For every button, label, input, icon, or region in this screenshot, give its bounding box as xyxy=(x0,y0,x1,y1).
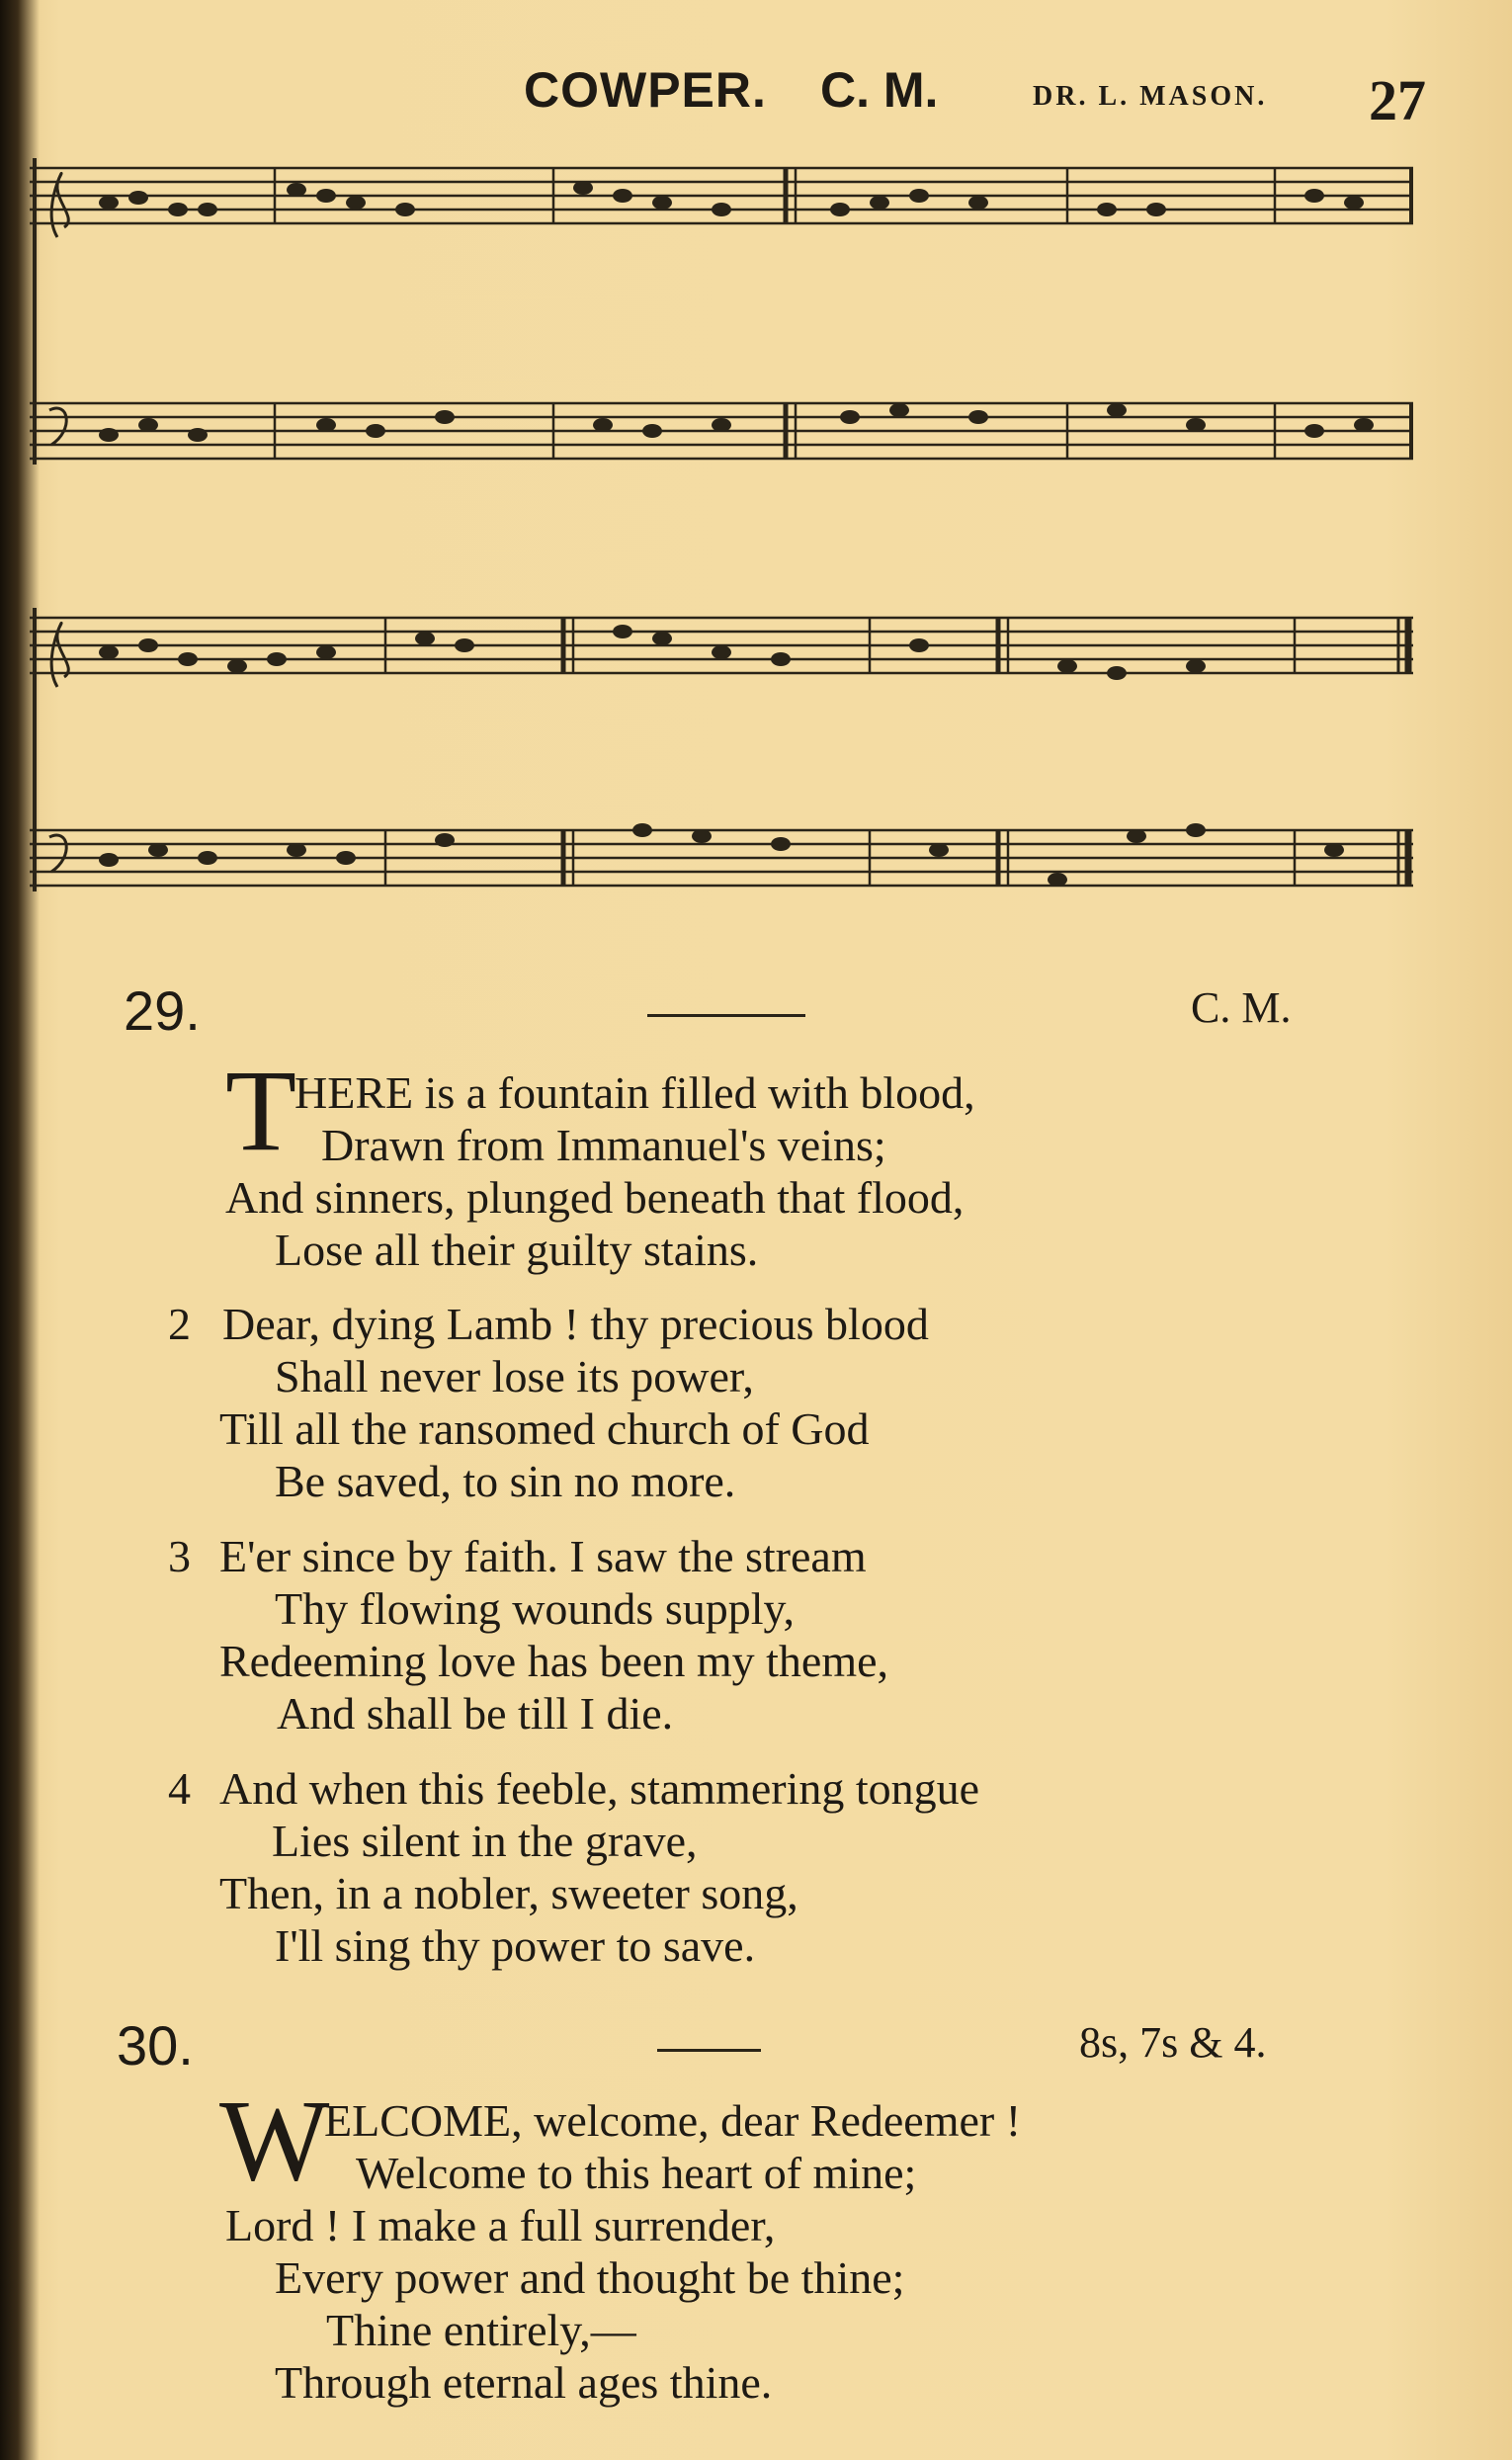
heading-rule xyxy=(647,1014,805,1017)
hymn-meter: C. M. xyxy=(1191,983,1292,1032)
hymn-29-heading xyxy=(0,978,1512,1048)
verse-line: Welcome to this heart of mine; xyxy=(356,2148,917,2198)
drop-cap: T xyxy=(225,1046,297,1175)
page-header xyxy=(0,61,1512,140)
verse-line: And when this feeble, stammering tongue xyxy=(219,1763,980,1814)
notes-system-2 xyxy=(99,625,1344,887)
hymn-number: 30. xyxy=(117,2014,194,2077)
verse-line: Shall never lose its power, xyxy=(275,1351,754,1401)
composer-name: DR. L. MASON. xyxy=(1033,81,1268,112)
tune-name: COWPER. xyxy=(524,62,767,118)
verse-line: E'er since by faith. I saw the stream xyxy=(219,1531,867,1581)
verse-line: Every power and thought be thine; xyxy=(275,2252,905,2303)
verse-line: Redeeming love has been my theme, xyxy=(219,1636,889,1686)
verse-line: I'll sing thy power to save. xyxy=(275,1920,756,1971)
verse-line: Till all the ransomed church of God xyxy=(219,1403,870,1454)
page-number: 27 xyxy=(1369,68,1426,132)
verse-line: Lord ! I make a full surrender, xyxy=(225,2200,776,2250)
hymn-number: 29. xyxy=(124,979,201,1042)
verse-line: And shall be till I die. xyxy=(277,1688,674,1739)
verse-line: Lose all their guilty stains. xyxy=(275,1225,759,1275)
verse-line: Then, in a nobler, sweeter song, xyxy=(219,1868,798,1918)
verse-line: Drawn from Immanuel's veins; xyxy=(321,1120,886,1170)
bass-staff-2 xyxy=(30,830,1413,886)
drop-cap: W xyxy=(219,2076,330,2205)
music-score xyxy=(30,148,1443,949)
hymn-meter: 8s, 7s & 4. xyxy=(1079,2018,1267,2067)
verse-line: Thy flowing wounds supply, xyxy=(275,1583,796,1634)
verse-line: Lies silent in the grave, xyxy=(272,1816,698,1866)
verse-line: Dear, dying Lamb ! thy precious blood xyxy=(222,1299,929,1349)
verse-line: And sinners, plunged beneath that flood, xyxy=(225,1172,965,1223)
hymn-30-heading xyxy=(0,2013,1512,2082)
stanza-number: 2 xyxy=(168,1299,191,1349)
verse-line: HERE is a fountain filled with blood, xyxy=(294,1067,975,1118)
verse-line: Thine entirely,— xyxy=(326,2305,636,2355)
tune-meter: C. M. xyxy=(820,62,939,118)
stanza-number: 4 xyxy=(168,1763,191,1814)
stanza-number: 3 xyxy=(168,1531,191,1581)
verse-line: Through eternal ages thine. xyxy=(275,2357,773,2408)
clefs xyxy=(49,173,68,872)
verse-line: ELCOME, welcome, dear Redeemer ! xyxy=(324,2095,1022,2146)
verse-line: Be saved, to sin no more. xyxy=(275,1456,736,1506)
heading-rule xyxy=(657,2049,761,2052)
